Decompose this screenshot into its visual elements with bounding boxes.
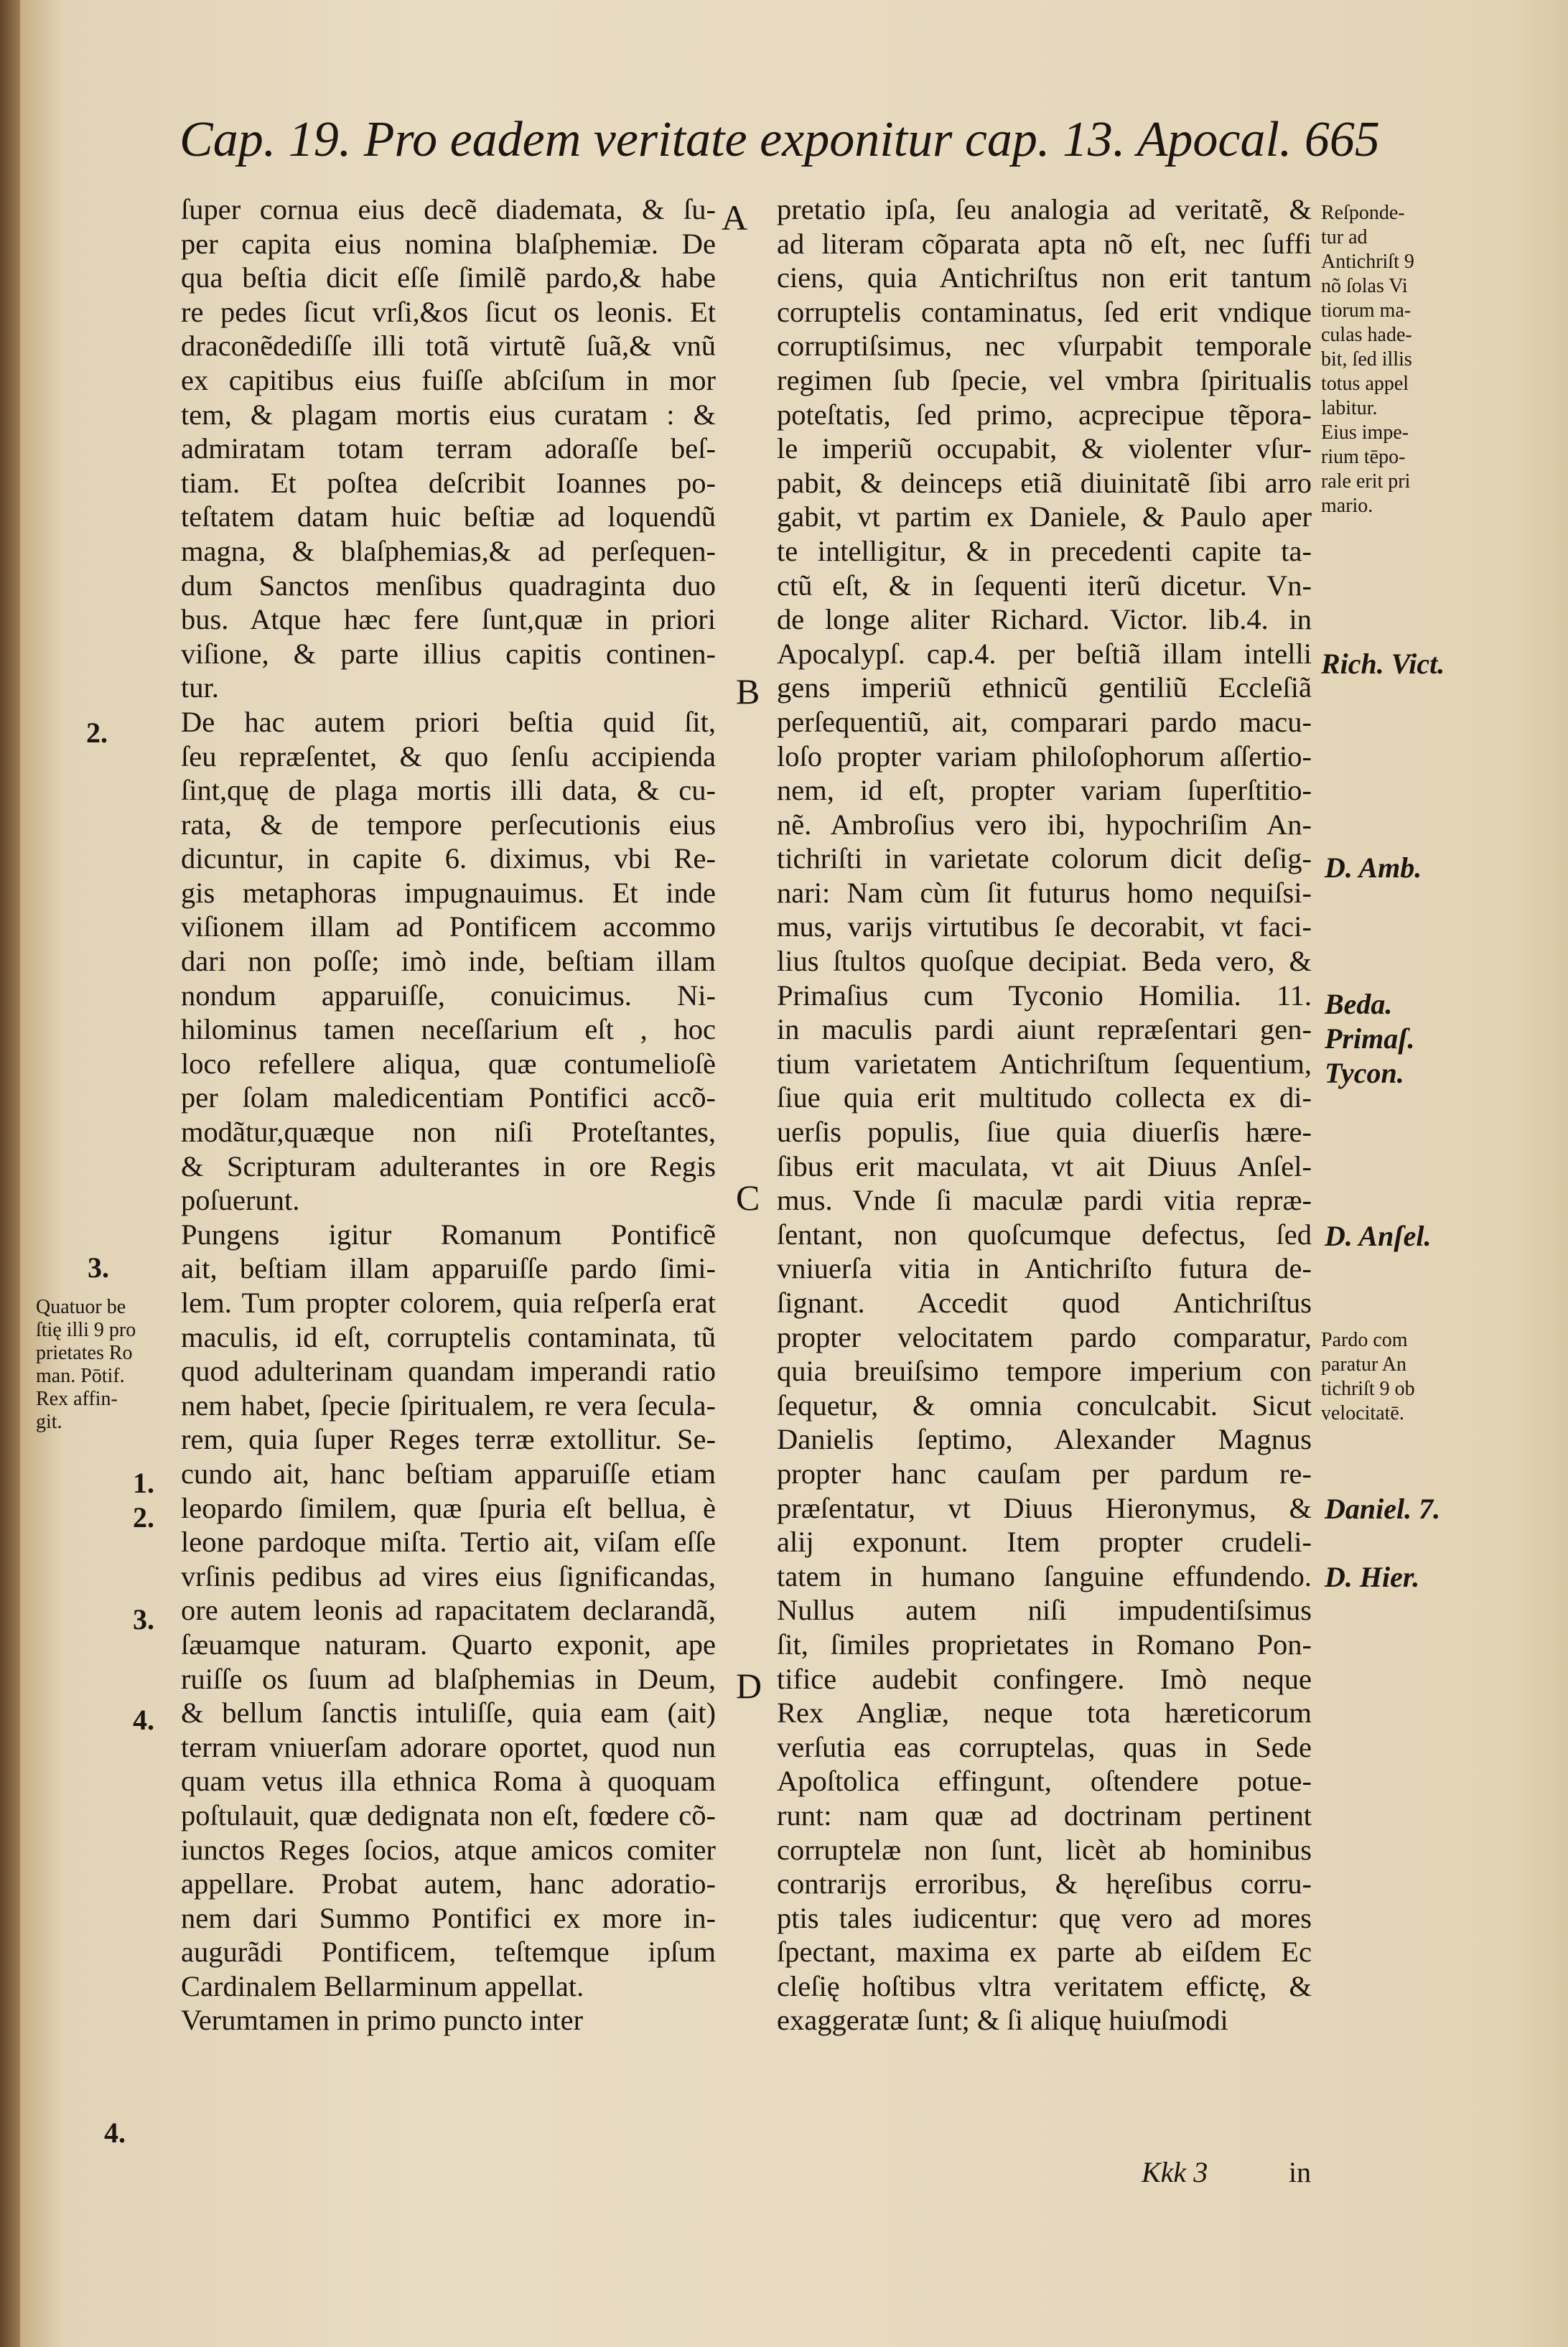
text-line: ciens, quia Antichriſtus non erit tantum (777, 261, 1312, 294)
text-line: ptis tales iudicentur: quę vero ad mores (777, 1901, 1312, 1934)
text-line: ſpectant, maxima ex parte ab eiſdem Ec (777, 1936, 1312, 1969)
text-line: te intelligitur, & in precedenti capite ta- (777, 534, 1312, 567)
text-line: præſentatur, vt Diuus Hieronymus, & (777, 1491, 1312, 1524)
margin-note-line: Eius impe- (1321, 421, 1409, 444)
text-line: leopardo ſimilem, quæ ſpuria eſt bellua, è (181, 1491, 716, 1524)
text-line: corruptelis contaminatus, ſed erit vndique (777, 295, 1312, 328)
margin-number: 3. (133, 1603, 154, 1636)
text-line: propter hanc cauſam per pardum re- (777, 1457, 1312, 1490)
text-line: Apoſtolica effingunt, oſtendere potue- (777, 1765, 1312, 1798)
text-line: Pungens igitur Romanum Pontificẽ (181, 1218, 716, 1251)
text-line: poſuerunt. (181, 1184, 300, 1217)
text-line: augurãdi Pontificem, teſtemque ipſum (181, 1936, 716, 1969)
margin-note-line: bit, ſed illis (1321, 348, 1412, 370)
margin-note-line: Reſponde- (1321, 202, 1405, 224)
text-line: ctũ eſt, & in ſequenti iterũ dicetur. Vn- (777, 569, 1312, 602)
margin-reference: Rich. Vict. (1321, 648, 1445, 680)
text-line: tur. (181, 671, 219, 704)
text-line: runt: nam quæ ad doctrinam pertinent (777, 1798, 1312, 1832)
text-line: dari non poſſe; imò inde, beſtiam illam (181, 945, 716, 978)
margin-reference: Beda. (1325, 988, 1393, 1020)
margin-note-line: velocitatē. (1321, 1402, 1404, 1424)
text-line: perſequentiũ, ait, comparari pardo macu- (777, 705, 1312, 738)
left-margin-note (36, 1296, 172, 1434)
text-line: Nullus autem niſi impudentiſsimus (777, 1594, 1312, 1627)
text-line: tem, & plagam mortis eius curatam : & (181, 398, 716, 431)
catchword: in (1289, 2156, 1312, 2188)
text-line: De hac autem priori beſtia quid ſit, (181, 705, 716, 738)
margin-reference: Tycon. (1325, 1057, 1404, 1089)
signature-mark: Kkk 3 (1142, 2156, 1208, 2188)
text-line: pretatio ipſa, ſeu analogia ad veritatẽ, & (777, 193, 1312, 225)
text-line: draconẽdediſſe illi totã virtutẽ ſuã,& vnũ (181, 330, 716, 363)
text-line: vniuerſa vitia in Antichriſto futura de- (777, 1252, 1312, 1285)
text-line: bus. Atque hæc fere ſunt,quæ in priori (181, 603, 716, 636)
text-line: ore autem leonis ad rapacitatem declarandã, (181, 1594, 716, 1627)
text-line: contrarijs erroribus, & hęreſibus corru- (777, 1867, 1312, 1900)
text-line: ad literam cõparata apta nõ eſt, nec ſuffi (777, 227, 1312, 260)
margin-number: 2. (86, 717, 108, 749)
margin-note-line: prietates Ro (36, 1342, 133, 1364)
text-line: quod adulterinam quandam imperandi ratio (181, 1355, 716, 1388)
text-line: poſtulauit, quæ dedignata non eſt, fœdere cõ- (181, 1798, 716, 1832)
text-line: per capita eius nomina blaſphemiæ. De (181, 227, 716, 260)
text-line: leone pardoque miſta. Tertio ait, viſam eſſe (181, 1526, 716, 1559)
margin-note-line: rale erit pri (1321, 470, 1411, 493)
left-text-column (181, 192, 716, 2038)
text-line: gens imperiũ ethnicũ gentiliũ Eccleſiã (777, 671, 1312, 704)
text-line: ſeu repræſentet, & quo ſenſu accipienda (181, 739, 716, 773)
text-line: teſtatem datam huic beſtiæ ad loquendũ (181, 500, 716, 533)
text-line: viſione, & parte illius capitis continen- (181, 637, 716, 670)
text-line: magna, & blaſphemias,& ad perſequen- (181, 534, 716, 567)
text-line: per ſolam maledicentiam Pontifici accõ- (181, 1081, 716, 1114)
text-line: verſutia eas corruptelas, quas in Sede (777, 1730, 1312, 1763)
text-line: alij exponunt. Item propter crudeli- (777, 1526, 1312, 1559)
text-line: Apocalypſ. cap.4. per beſtiã illam intelli (777, 637, 1312, 670)
text-line: lem. Tum propter colorem, quia reſperſa erat (181, 1287, 716, 1319)
text-line: Verumtamen in primo puncto inter (181, 2004, 584, 2037)
text-line: Danielis ſeptimo, Alexander Magnus (777, 1423, 1312, 1456)
section-letter-a: A (722, 197, 748, 238)
text-line: Cardinalem Bellarminum appellat. (181, 1969, 584, 2002)
text-line: propter velocitatem pardo comparatur, (777, 1320, 1312, 1353)
text-line: regimen ſub ſpecie, vel vmbra ſpiritualis (777, 363, 1312, 396)
text-line: terram vniuerſam adorare oportet, quod nun (181, 1730, 716, 1763)
text-line: hilominus tamen neceſſarium eſt , hoc (181, 1013, 716, 1046)
text-line: nondum apparuiſſe, conuicimus. Ni- (181, 979, 716, 1012)
binding-gutter (0, 0, 20, 2347)
text-line: tatem in humano ſanguine effundendo. (777, 1559, 1312, 1592)
text-line: ſuper cornua eius decẽ diademata, & ſu- (181, 193, 716, 225)
text-line: modãtur,quæque non niſi Proteſtantes, (181, 1116, 716, 1149)
text-line: ſignant. Accedit quod Antichriſtus (777, 1287, 1312, 1319)
text-line: viſionem illam ad Pontificem accommo (181, 910, 716, 943)
text-line: nem, id eſt, propter variam ſuperſtitio- (777, 774, 1312, 807)
text-line: ſiue quia erit multitudo collecta ex di- (777, 1081, 1312, 1114)
text-line: quam vetus illa ethnica Roma à quoquam (181, 1765, 716, 1798)
margin-note-line: nõ ſolas Vi (1321, 275, 1408, 297)
text-line: uerſis populis, ſiue quia diuerſis hære- (777, 1116, 1312, 1149)
margin-note-line: mario. (1321, 495, 1373, 517)
margin-note-line: ſtię illi 9 pro (36, 1319, 136, 1341)
text-line: ſint,quę de plaga mortis illi data, & cu- (181, 774, 716, 807)
text-line: cundo ait, hanc beſtiam apparuiſſe etiam (181, 1457, 716, 1490)
text-line: mus, varijs virtutibus ſe decorabit, vt faci- (777, 910, 1312, 943)
margin-note-line: git. (36, 1411, 62, 1433)
text-line: nem habet, ſpecie ſpiritualem, re vera ſecula- (181, 1389, 716, 1422)
text-line: lius ſtultos quoſque decipiat. Beda vero, & (777, 945, 1312, 978)
text-line: ſequetur, & omnia conculcabit. Sicut (777, 1389, 1312, 1422)
margin-note-line: tiorum ma- (1321, 299, 1411, 322)
margin-number: 1. (133, 1467, 154, 1499)
text-line: loco refellere aliqua, quæ contumelioſè (181, 1047, 716, 1080)
text-line: exaggeratæ ſunt; & ſi aliquę huiuſmodi (777, 2004, 1228, 2037)
margin-note-line: tur ad (1321, 226, 1368, 248)
section-letter-b: B (736, 671, 760, 711)
margin-reference: D. Amb. (1325, 851, 1422, 884)
text-line: tiam. Et poſtea deſcribit Ioannes po- (181, 466, 716, 499)
text-line: maculis, id eſt, corruptelis contaminata, tũ (181, 1320, 716, 1353)
text-line: ſibus erit maculata, vt ait Diuus Anſel- (777, 1149, 1312, 1182)
text-line: gis metaphoras impugnauimus. Et inde (181, 876, 716, 909)
right-margin-note (1321, 1328, 1475, 1426)
text-line: le imperiũ occupabit, & violenter vſur- (777, 432, 1312, 465)
margin-number: 3. (88, 1251, 109, 1284)
margin-reference: D. Anſel. (1325, 1220, 1432, 1252)
margin-note-line: culas hade- (1321, 324, 1412, 346)
margin-number: 4. (133, 1704, 154, 1736)
margin-number: 2. (133, 1501, 154, 1534)
text-line: & Scripturam adulterantes in ore Regis (181, 1149, 716, 1182)
margin-note-line: rium tēpo- (1321, 446, 1406, 468)
text-line: corruptiſsimus, nec vſurpabit temporale (777, 330, 1312, 363)
margin-note-line: tichriſt 9 ob (1321, 1378, 1415, 1400)
text-line: nẽ. Ambroſius vero ibi, hypochriſim An- (777, 808, 1312, 841)
text-line: cleſię hoſtibus vltra veritatem effictę, & (777, 1969, 1312, 2002)
text-line: & bellum ſanctis intuliſſe, quia eam (ait) (181, 1697, 716, 1730)
margin-reference: D. Hier. (1325, 1561, 1420, 1593)
right-text-column (777, 192, 1312, 2038)
text-line: quia breuiſsimo tempore imperium con (777, 1355, 1312, 1388)
text-line: appellare. Probat autem, hanc adoratio- (181, 1867, 716, 1900)
margin-note-line: Pardo com (1321, 1329, 1408, 1351)
right-margin-note (1321, 201, 1475, 518)
text-line: qua beſtia dicit eſſe ſimilẽ pardo,& habe (181, 261, 716, 294)
text-line: ſit, ſimiles proprietates in Romano Pon- (777, 1628, 1312, 1661)
text-line: de longe aliter Richard. Victor. lib.4. in (777, 603, 1312, 636)
margin-number: 4. (104, 2117, 126, 2149)
text-line: nem dari Summo Pontifici ex more in- (181, 1901, 716, 1934)
text-line: pabit, & deinceps etiã diuinitatẽ ſibi arro (777, 466, 1312, 499)
text-line: re pedes ſicut vrſi,&os ſicut os leonis. Et (181, 295, 716, 328)
margin-note-line: totus appel (1321, 373, 1409, 395)
text-line: loſo propter variam philoſophorum aſſertio- (777, 739, 1312, 773)
text-line: admiratam totam terram adoraſſe beſ- (181, 432, 716, 465)
text-line: iunctos Reges ſocios, atque amicos comiter (181, 1833, 716, 1866)
text-line: tifice audebit confingere. Imò neque (777, 1662, 1312, 1695)
margin-note-line: labitur. (1321, 397, 1378, 419)
margin-note-line: man. Pōtif. (36, 1365, 125, 1387)
text-line: nari: Nam cùm ſit futurus homo nequiſsi- (777, 876, 1312, 909)
text-line: ait, beſtiam illam apparuiſſe pardo ſimi- (181, 1252, 716, 1285)
text-line: ruiſſe os ſuum ad blaſphemias in Deum, (181, 1662, 716, 1695)
text-line: gabit, vt partim ex Daniele, & Paulo aper (777, 500, 1312, 533)
text-line: Rex Angliæ, neque tota hæreticorum (777, 1697, 1312, 1730)
text-line: ſentant, non quoſcumque defectus, ſed (777, 1218, 1312, 1251)
margin-note-line: Quatuor be (36, 1296, 126, 1318)
text-line: vrſinis pedibus ad vires eius ſignificandas, (181, 1559, 716, 1592)
text-line: mus. Vnde ſi maculæ pardi vitia repræ- (777, 1184, 1312, 1217)
text-line: dicuntur, in capite 6. diximus, vbi Re- (181, 842, 716, 875)
text-line: in maculis pardi aiunt repræſentari gen- (777, 1013, 1312, 1046)
text-line: Primaſius cum Tyconio Homilia. 11. (777, 979, 1312, 1012)
margin-reference: Daniel. 7. (1325, 1493, 1441, 1525)
text-line: rata, & de tempore perſecutionis eius (181, 808, 716, 841)
text-line: poteſtatis, ſed primo, acprecipue tẽpora- (777, 398, 1312, 431)
margin-note-line: Rex affin- (36, 1388, 118, 1410)
margin-reference: Primaſ. (1325, 1022, 1415, 1055)
text-line: tichriſti in varietate colorum dicit deſig- (777, 842, 1312, 875)
text-line: rem, quia ſuper Reges terræ extollitur. Se- (181, 1423, 716, 1456)
running-header: Cap. 19. Pro eadem veritate exponitur cap. 13. Apocal. 665 (179, 112, 1380, 167)
text-line: corruptelæ non ſunt, licèt ab hominibus (777, 1833, 1312, 1866)
text-line: dum Sanctos menſibus quadraginta duo (181, 569, 716, 602)
text-line: tium varietatem Antichriſtum ſequentium, (777, 1047, 1312, 1080)
section-letter-d: D (736, 1666, 762, 1706)
margin-note-line: Antichriſt 9 (1321, 251, 1414, 273)
section-letter-c: C (736, 1177, 760, 1218)
text-line: ſæuamque naturam. Quarto exponit, ape (181, 1628, 716, 1661)
text-line: ex capitibus eius fuiſſe abſciſum in mor (181, 363, 716, 396)
margin-note-line: paratur An (1321, 1353, 1406, 1376)
